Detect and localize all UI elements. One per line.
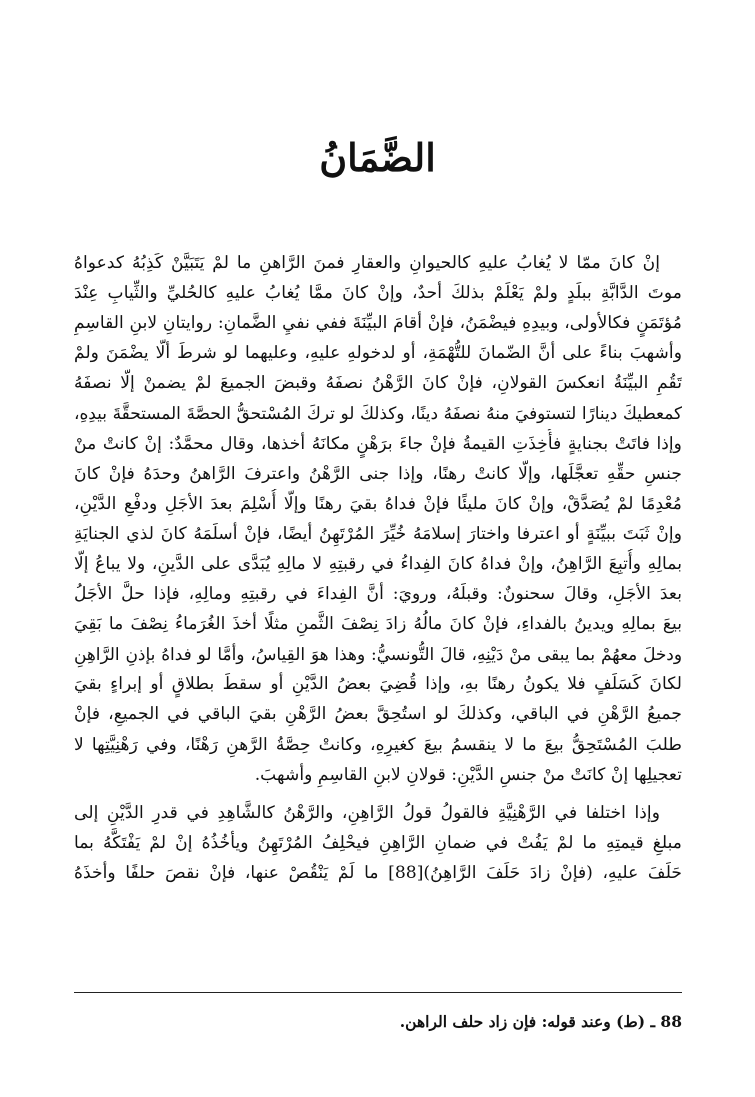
text-line: مُعْدِمًا لمْ يُصَدَّقْ، وإنْ كانَ مليئًا فإنْ فداهُ بقيَ رهنًا وإلّا أُسْلِمَ بعدَ الأجَلِ ودفْعِ الدَّيْنِ، xyxy=(74,493,682,514)
text-line: تعجيلِها إنْ كانَتْ منْ جنسِ الدَّيْنِ: قولانِ لابنِ القاسِمِ وأشهبَ. xyxy=(254,764,682,785)
text-line: جنسِ حقِّهِ تعجَّلَها، وإلّا كانتْ رهنًا، وإذا جنى الرَّهْنُ واعترفَ الرَّاهنُ وحدَهُ فإنْ كانَ xyxy=(74,463,682,484)
text-line: بيعَ بمالِهِ ويدينُ بالفداءِ، فإنْ كانَ مالُهُ زادَ نِصْفَ الثَّمنِ مثلًا أخذَ الغُرَماءُ نِصْفَ ما بَقِيَ xyxy=(74,614,682,635)
text-line: موتَ الدَّابَّةِ ببلَدٍ ولمْ يَعْلَمْ بذلكَ أحدٌ، وإنْ كانَ ممَّا يُغابُ عليهِ كالحُليِّ والثِّيابِ عِنْدَ xyxy=(74,283,682,304)
footnote: 88 ـ (ط) وعند قوله: فإن زاد حلف الراهن. xyxy=(399,1012,682,1031)
text-line: كمعطيكَ دينارًا لتستوفيَ منهُ نصفَهُ دينًا، وكذلكَ لو تركَ المُسْتحقُّ الحصَّةَ المستحقَّةَ بيدِهِ، xyxy=(74,403,682,424)
text-line: وإنْ ثَبَتَ ببيِّنَةٍ أو اعترفا واختارَ إسلامَهُ خُيِّرَ المُرْتَهِنُ أيضًا، فإنْ أسلَمَهُ كانَ لذي الجنايَةِ xyxy=(74,523,682,544)
main-text xyxy=(74,248,682,888)
text-line: بمالِهِ وأُتبِعَ الرَّاهِنُ، وإنْ فداهُ كانَ الفِداءُ في رقبتِهِ لا مالِهِ يُبَدَّى على الدَّينِ، ولا يباعُ إلّا xyxy=(74,553,682,574)
text-line: وإذا اختلفا في الرَّهْنِيَّةِ فالقولُ قولُ الرَّاهِنِ، والرَّهْنُ كالشَّاهِدِ في قدرِ الدَّيْنِ إلى xyxy=(74,802,660,823)
paragraph xyxy=(74,798,682,888)
page-title: الضَّمَانُ xyxy=(319,135,436,180)
text-line: إنْ كانَ ممّا لا يُغابُ عليهِ كالحيوانِ والعقارِ فمنَ الرَّاهنِ ما لمْ يَتَبَيَّنْ كَذِبُهُ كدعواهُ xyxy=(74,253,660,273)
text-line: حَلَفَ عليهِ، (فإنْ زادَ حَلَفَ الرَّاهِنُ)[88] ما لَمْ يَنْقُصْ عنها، فإنْ نقصَ حلفًا وأخذَهُ xyxy=(74,862,682,883)
paragraph xyxy=(74,248,682,790)
text-line: مبلغِ قيمتِهِ ما لمْ يَفُتْ في ضمانِ الرَّاهِنِ فيحْلِفُ المُرْتَهِنُ ويأخُذُهُ إنْ لمْ يَفْتَكَّهُ بما xyxy=(74,832,682,853)
text-line: بعدَ الأجَلِ، وقالَ سحنونٌ: وقبلَهُ، ورويَ: أنَّ الفِداءَ في رقبتِهِ ومالِهِ، فإذا حلَّ الأجَلُ xyxy=(74,584,682,605)
footnote-divider xyxy=(74,992,682,993)
text-line: لكانَ كَسَلَفٍ فلا يكونُ رهنًا بهِ، وإذا قُضِيَ بعضُ الدَّيْنِ أو سقطَ بطلاقٍ أو إبراءٍ بقيَ xyxy=(74,674,682,695)
text-line: مُؤتَمَنٍ فكالأولى، وبيدِهِ فيضْمَنُ، فإنْ أقامَ البيِّنَةَ ففي نفيِ الضَّمانِ: روايتانِ لابنِ القاسِمِ xyxy=(74,313,682,334)
text-line: وأشهبَ بناءً على أنَّ الضّمانَ للتُّهْمَةِ، أو لدخولهِ عليهِ، وعليهما لو شرطَ ألّا يضْمَنَ ولمْ xyxy=(74,343,682,364)
text-line: جميعُ الرَّهْنِ في الباقي، وكذلكَ لو استُحِقَّ بعضُ الرَّهْنِ بقيَ الباقي في الجميعِ، فإنْ xyxy=(74,704,682,725)
text-line: وإذا فاتَتْ بجنايةٍ فأُخِذَتِ القيمةُ فإنْ جاءَ برَهْنٍ مكانَهُ أخذها، وقال محمَّدٌ: إنْ كانتْ منْ xyxy=(74,433,682,454)
text-line: تَقُمِ البيِّنَةُ انعكسَ القولانِ، فإنْ كانَ الرَّهْنُ نصفَهُ وقبضَ الجميعَ لمْ يضمنْ إلّا نصفَهُ xyxy=(74,373,682,394)
text-line: ودخلَ معهُمْ بما يبقى منْ دَيْنِهِ، قالَ التُّونسيُّ: وهذا هوَ القِياسُ، وأمَّا لو فداهُ بإذنِ الرَّاهِنِ xyxy=(74,644,682,665)
text-line: طلبَ المُسْتَحِقُّ بيعَ ما لا ينقسمُ بيعَ كغيرِهِ، وكانتْ حِصَّةُ الرَّهنِ رَهْنًا، وفي رَهْنِيَّتِها لا xyxy=(74,734,682,755)
